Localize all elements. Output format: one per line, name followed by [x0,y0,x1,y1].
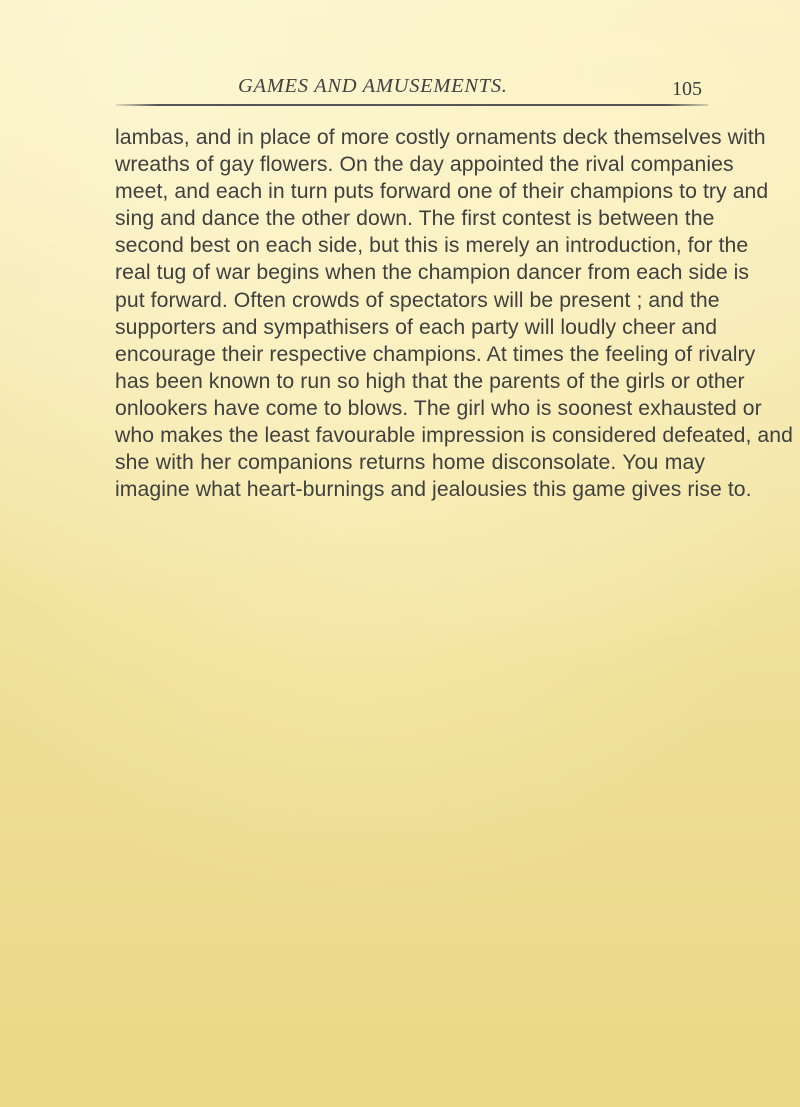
page-number: 105 [672,78,702,100]
page-header [238,75,708,103]
text-line: who makes the least favourable impression is considered defeated, and [115,424,794,448]
text-line: onlookers have come to blows. The girl who is soonest exhausted or [115,396,762,420]
page-body-text [115,124,794,503]
text-line: wreaths of gay flowers. On the day appointed the rival companies [115,153,734,177]
text-line: imagine what heart-burnings and jealousies this game gives rise to. [115,478,752,502]
text-line: has been known to run so high that the parents of the girls or other [115,369,745,393]
text-line: second best on each side, but this is merely an introduction, for the [115,234,749,258]
text-line: real tug of war begins when the champion dancer from each side is [115,261,750,285]
header-rule [116,104,708,106]
running-title: GAMES AND AMUSEMENTS. [238,75,508,97]
text-line: meet, and each in turn puts forward one of their champions to try and [115,180,769,204]
text-line: encourage their respective champions. At times the feeling of rivalry [115,342,756,366]
text-line: she with her companions returns home disconsolate. You may [115,451,705,475]
text-line: sing and dance the other down. The first contest is between the [115,207,715,231]
text-line: supporters and sympathisers of each party will loudly cheer and [115,315,718,339]
text-line: lambas, and in place of more costly ornaments deck themselves with [115,126,766,149]
text-line: put forward. Often crowds of spectators will be present ; and the [115,288,720,312]
